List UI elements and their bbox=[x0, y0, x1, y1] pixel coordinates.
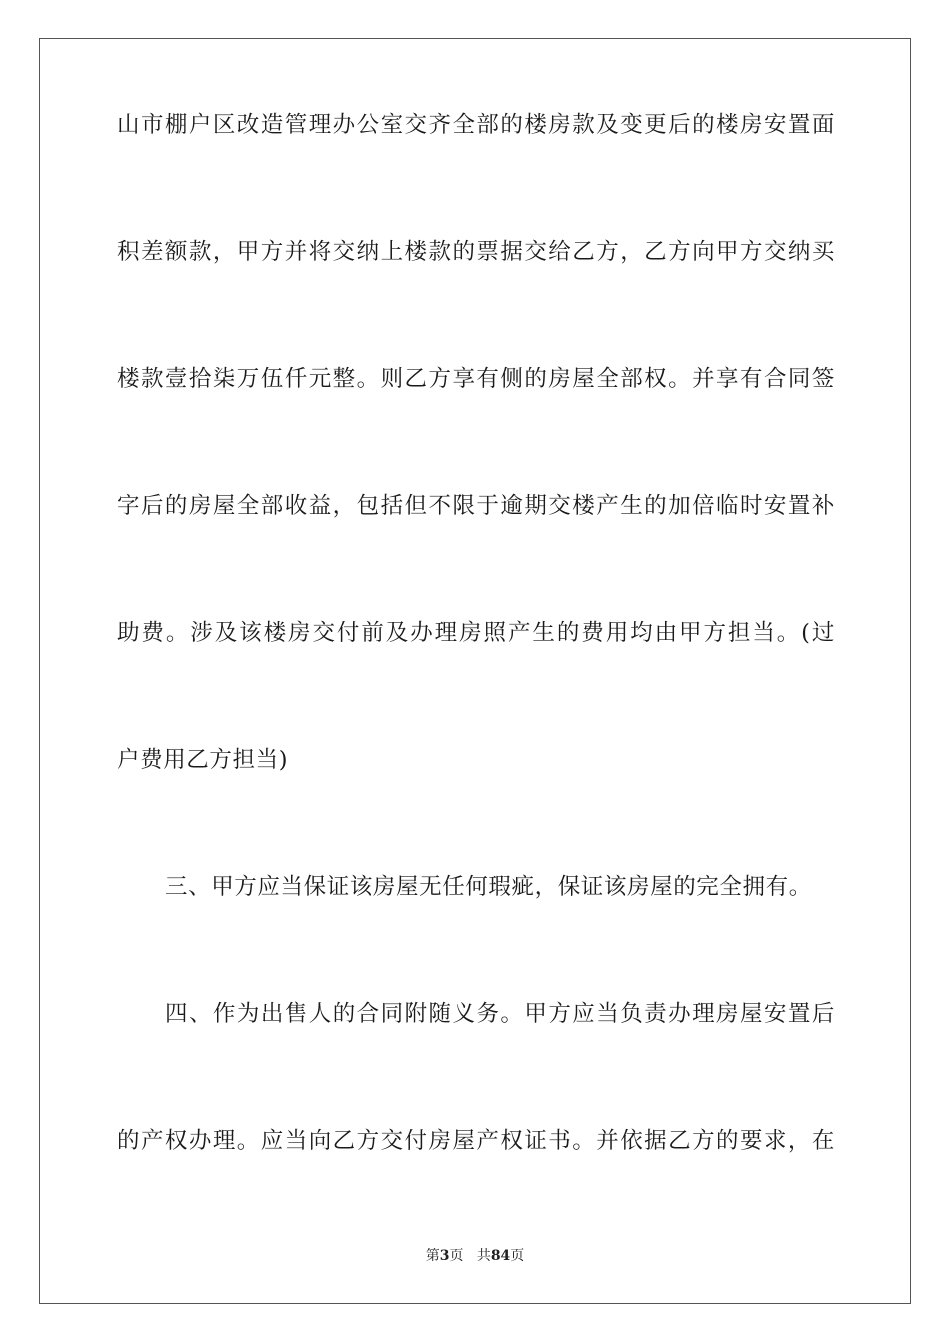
page-number: 3 bbox=[439, 1248, 450, 1264]
document-body bbox=[117, 110, 835, 1253]
page-suffix: 页 bbox=[449, 1248, 464, 1264]
page-footer bbox=[0, 1246, 950, 1266]
text-line: 的产权办理。应当向乙方交付房屋产权证书。并依据乙方的要求，在 bbox=[117, 1128, 835, 1154]
total-prefix: 共 bbox=[476, 1248, 491, 1264]
text-line: 楼款壹拾柒万伍仟元整。则乙方享有侧的房屋全部权。并享有合同签 bbox=[117, 366, 835, 392]
text-line: 山市棚户区改造管理办公室交齐全部的楼房款及变更后的楼房安置面 bbox=[117, 112, 835, 138]
text-line: 户费用乙方担当) bbox=[117, 747, 289, 773]
page-prefix: 第 bbox=[425, 1248, 440, 1264]
total-suffix: 页 bbox=[510, 1248, 525, 1264]
text-line: 积差额款，甲方并将交纳上楼款的票据交给乙方，乙方向甲方交纳买 bbox=[117, 239, 835, 265]
text-line: 助费。涉及该楼房交付前及办理房照产生的费用均由甲方担当。(过 bbox=[117, 620, 835, 646]
clause-three: 三、甲方应当保证该房屋无任何瑕疵，保证该房屋的完全拥有。 bbox=[165, 874, 812, 900]
text-line: 字后的房屋全部收益，包括但不限于逾期交楼产生的加倍临时安置补 bbox=[117, 493, 835, 519]
clause-four: 四、作为出售人的合同附随义务。甲方应当负责办理房屋安置后 bbox=[165, 1001, 835, 1027]
total-pages: 84 bbox=[490, 1248, 511, 1264]
